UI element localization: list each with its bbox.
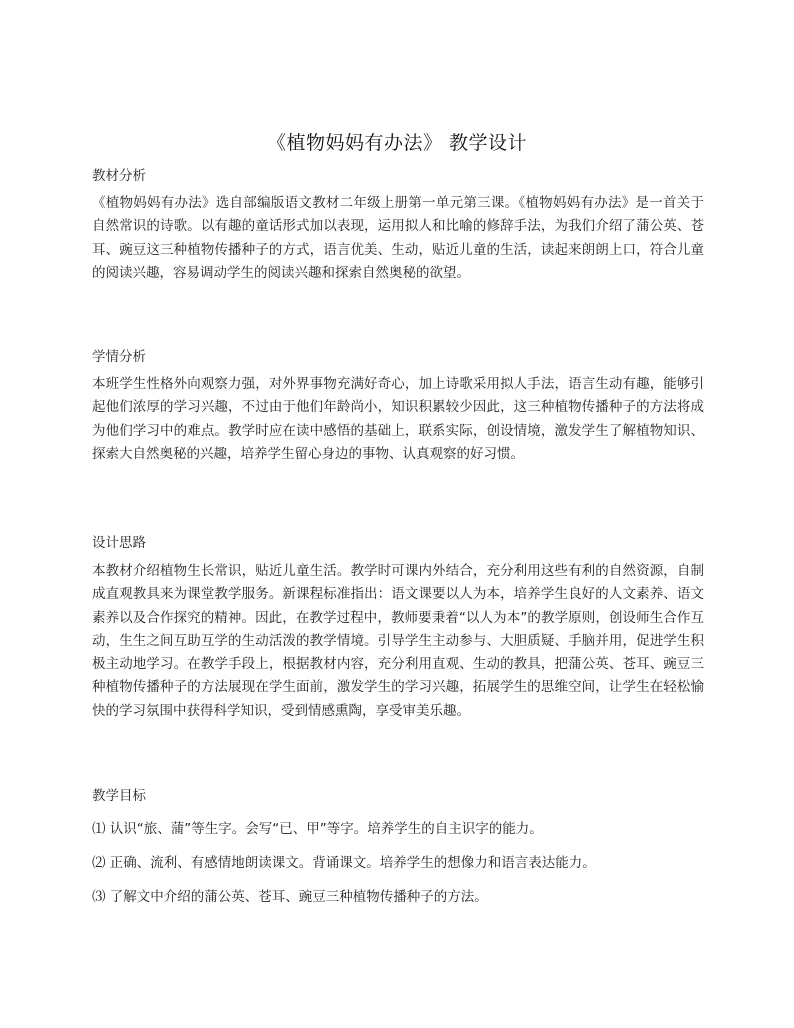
design-ideas-heading: 设计思路 <box>92 535 146 551</box>
student-analysis-paragraph: 本班学生性格外向观察力强，对外界事物充满好奇心，加上诗歌采用拟人手法，语言生动有趣，能够引起他们浓厚的学习兴趣，不过由于他们年龄尚小，知识积累较少因此，这三种植物传播种子的方法将成为他们学习中的难点。教学时应在读中感悟的基础上，联系实际，创设情境，激发学生了解植物知识、探索大自然奥秘的兴趣，培养学生留心身边的事物、认真观察的好习惯。 <box>92 376 704 462</box>
teaching-goal-item-3: ⑶ 了解文中介绍的蒲公英、苍耳、豌豆三种植物传播种子的方法。 <box>92 889 488 905</box>
student-analysis-heading: 学情分析 <box>92 349 146 365</box>
teaching-goal-item-1: ⑴ 认识“旅、蒲”等生字。会写“已、甲”等字。培养学生的自主识字的能力。 <box>92 821 543 837</box>
textbook-analysis-heading: 教材分析 <box>92 168 146 184</box>
design-ideas-paragraph: 本教材介绍植物生长常识，贴近儿童生活。教学时可课内外结合，充分利用这些有利的自然资源，自制成直观教具来为课堂教学服务。新课程标准指出：语文课要以人为本，培养学生良好的人文素养、语文素养以及合作探究的精神。因此，在教学过程中，教师要秉着“以人为本”的教学原则，创设师生合作互动，生生之间互助互学的生动活泼的教学情境。引导学生主动参与、大胆质疑、手脑并用，促进学生积极主动地学习。在教学手段上，根据教材内容，充分利用直观、生动的教具，把蒲公英、苍耳、豌豆三种植物传播种子的方法展现在学生面前，激发学生的学习兴趣，拓展学生的思维空间，让学生在轻松愉快的学习氛围中获得科学知识，受到情感熏陶，享受审美乐趣。 <box>92 563 704 719</box>
textbook-analysis-paragraph: 《植物妈妈有办法》选自部编版语文教材二年级上册第一单元第三课。《植物妈妈有办法》是一首关于自然常识的诗歌。以有趣的童话形式加以表现，运用拟人和比喻的修辞手法，为我们介绍了蒲公英、苍耳、豌豆这三种植物传播种子的方式，语言优美、生动，贴近儿童的生活，读起来朗朗上口，符合儿童的阅读兴趣，容易调动学生的阅读兴趣和探索自然奥秘的欲望。 <box>92 195 704 281</box>
teaching-goal-item-2: ⑵ 正确、流利、有感情地朗读课文。背诵课文。培养学生的想像力和语言表达能力。 <box>92 855 596 871</box>
document-title: 《植物妈妈有办法》 教学设计 <box>266 132 528 154</box>
teaching-goals-heading: 教学目标 <box>92 788 146 804</box>
